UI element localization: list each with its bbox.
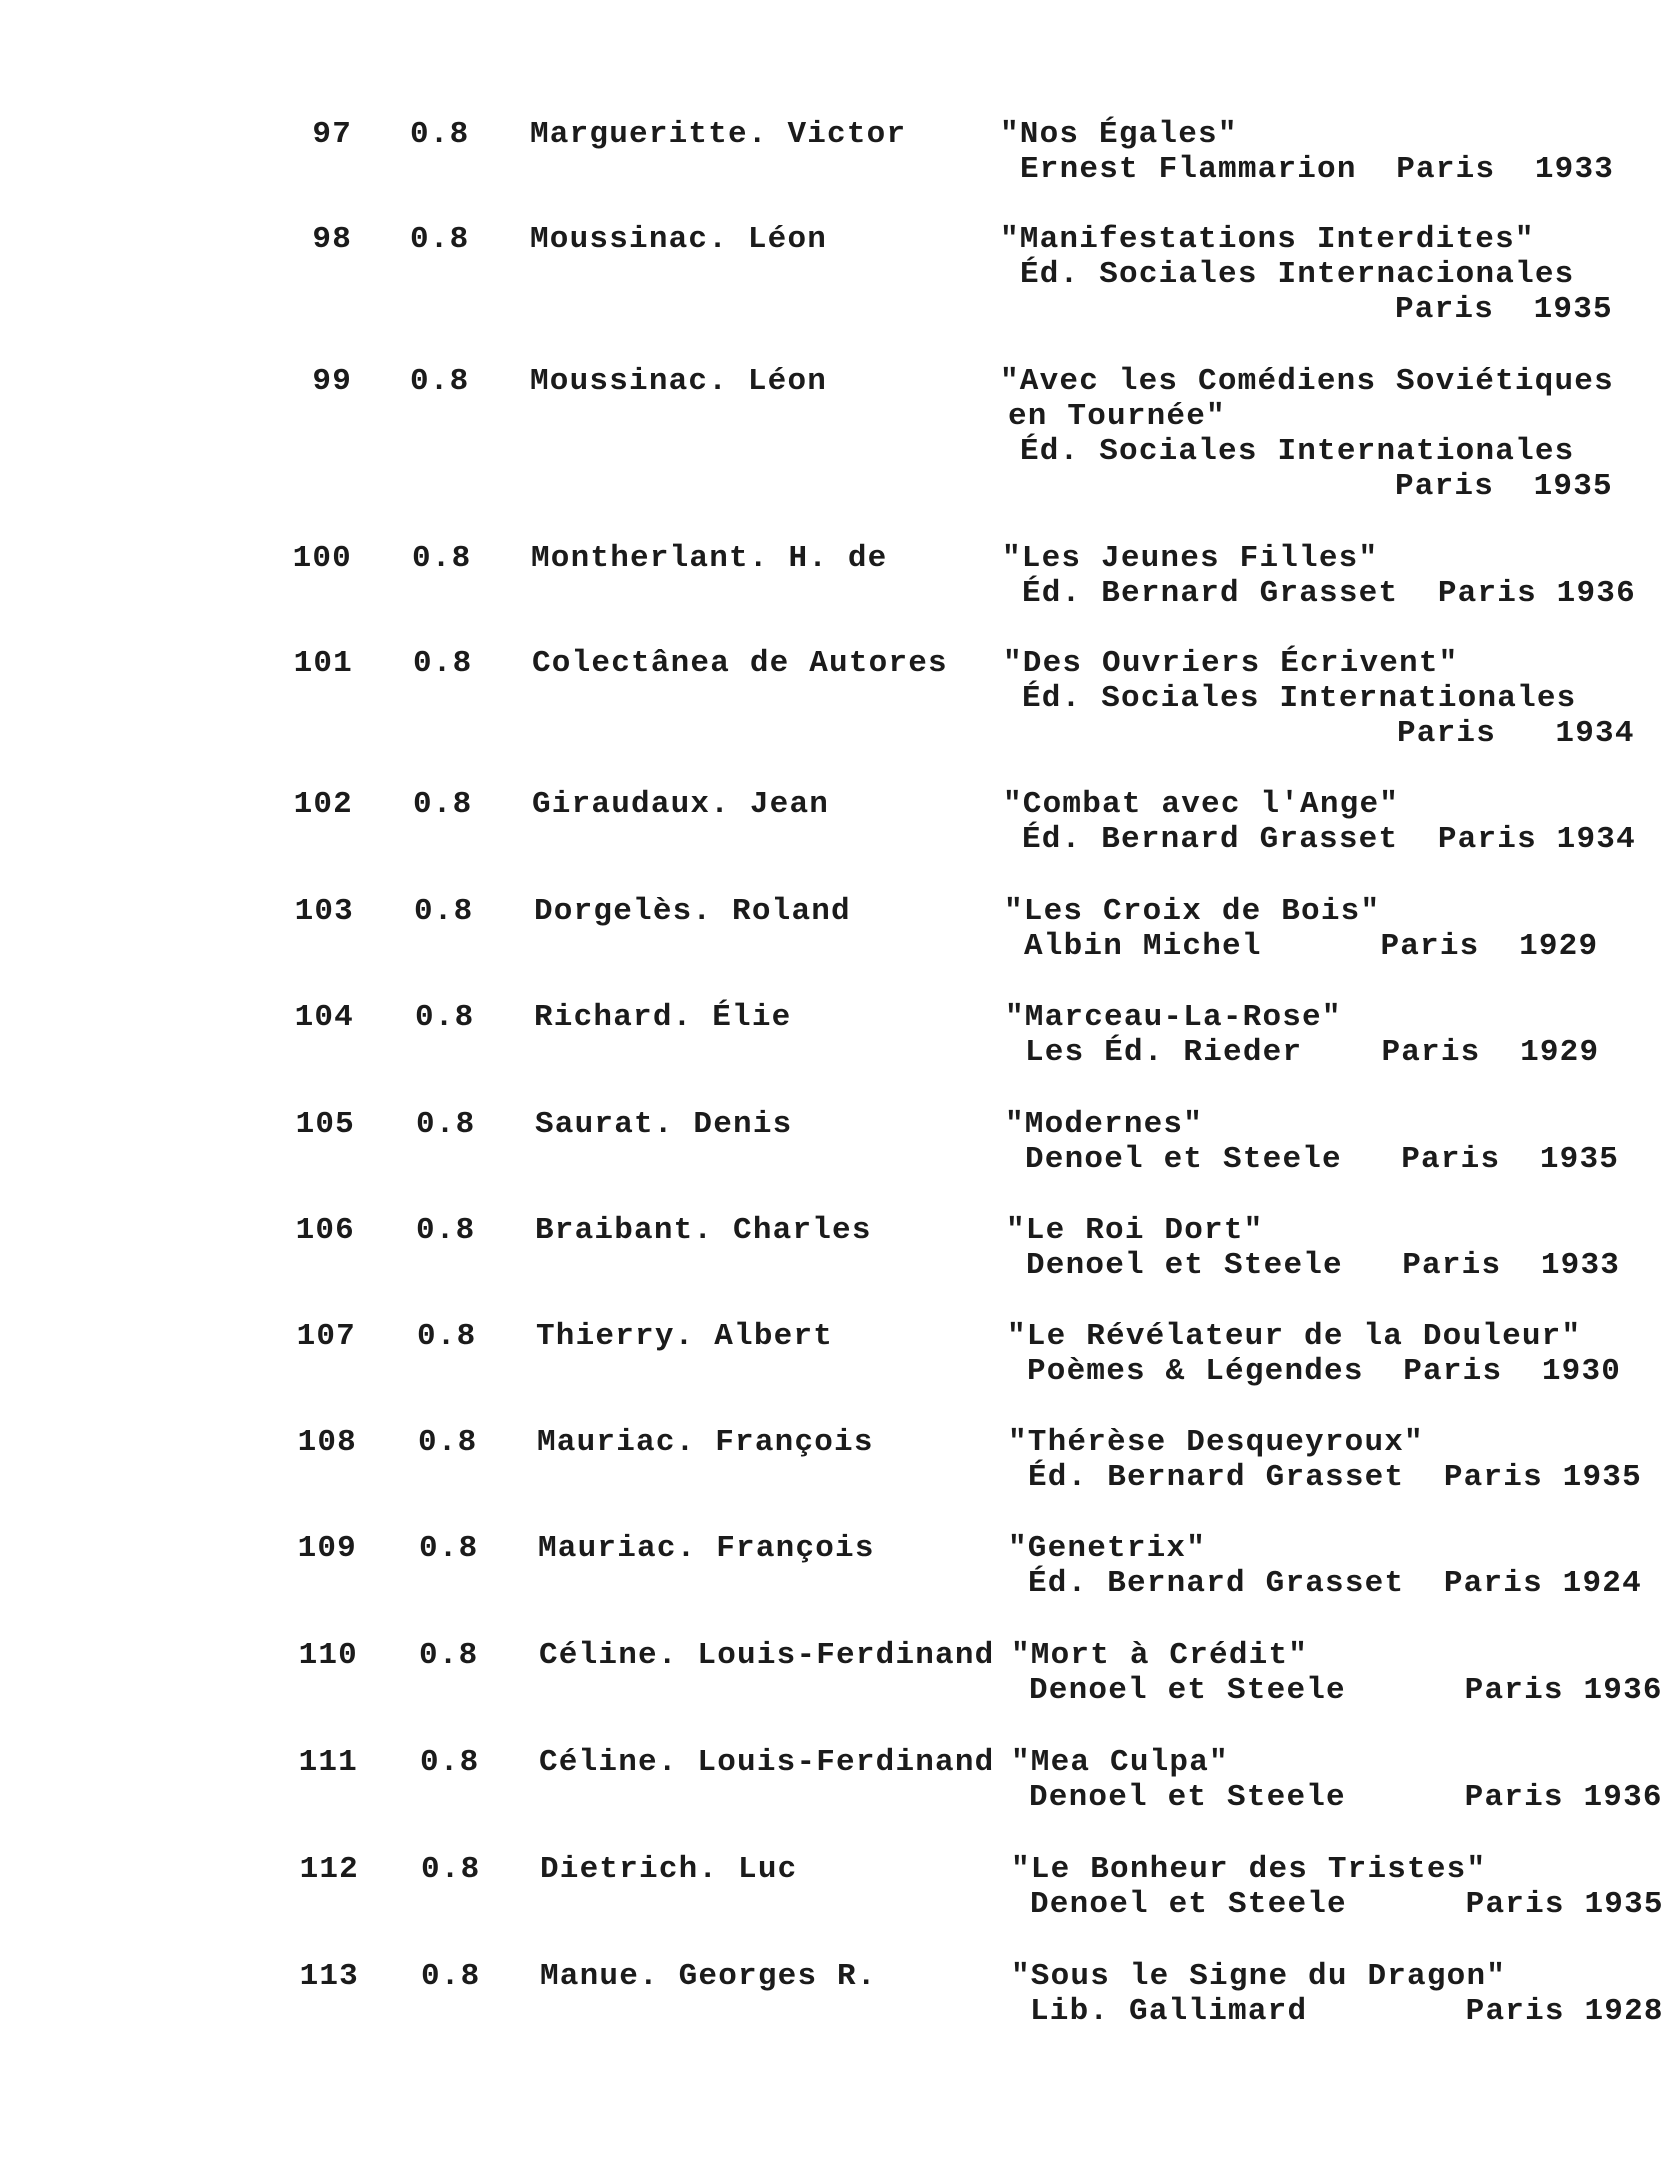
list-item (0, 1425, 1680, 1525)
entry-title: "Les Jeunes Filles" (1002, 541, 1379, 576)
entry-number: 100 (292, 541, 352, 576)
entry-number: 102 (293, 787, 353, 822)
entry-publisher: Lib. Gallimard Paris 1928 (1030, 1994, 1664, 2029)
entry-publisher: Albin Michel Paris 1929 (1024, 929, 1599, 964)
entry-publisher: Poèmes & Légendes Paris 1930 (1027, 1354, 1622, 1389)
entry-publisher: Denoel et Steele Paris 1936 (1029, 1780, 1663, 1815)
entry-publisher: Éd. Bernard Grasset Paris 1934 (1022, 822, 1636, 857)
entry-title: "Des Ouvriers Écrivent" (1003, 646, 1459, 681)
entry-title: "Le Roi Dort" (1006, 1213, 1264, 1248)
entry-value: 0.8 (415, 1000, 475, 1035)
entry-place: Paris 1935 (1395, 469, 1613, 504)
list-item (0, 117, 1680, 217)
list-item (0, 1531, 1680, 1631)
entry-author: Dorgelès. Roland (534, 894, 851, 929)
entry-value: 0.8 (413, 646, 473, 681)
entry-number: 97 (312, 117, 352, 152)
entry-publisher: Éd. Sociales Internationales (1022, 681, 1577, 716)
entry-author: Saurat. Denis (535, 1107, 793, 1142)
list-item (0, 646, 1680, 751)
entry-author: Thierry. Albert (536, 1319, 834, 1354)
entry-author: Céline. Louis-Ferdinand (539, 1638, 995, 1673)
list-item (0, 1959, 1680, 2059)
list-item (0, 1000, 1680, 1100)
entry-author: Moussinac. Léon (530, 364, 828, 399)
list-item (0, 1107, 1680, 1207)
entry-value: 0.8 (410, 364, 470, 399)
entry-number: 109 (297, 1531, 357, 1566)
entry-publisher: Denoel et Steele Paris 1935 (1030, 1887, 1664, 1922)
entry-publisher: Denoel et Steele Paris 1933 (1026, 1248, 1621, 1283)
entry-number: 111 (298, 1745, 358, 1780)
entry-number: 110 (298, 1638, 358, 1673)
entry-title: "Avec les Comédiens Soviétiques (1000, 364, 1614, 399)
entry-value: 0.8 (419, 1531, 479, 1566)
entry-title: "Mea Culpa" (1011, 1745, 1229, 1780)
entry-number: 105 (295, 1107, 355, 1142)
entry-author: Céline. Louis-Ferdinand (539, 1745, 995, 1780)
entry-number: 103 (294, 894, 354, 929)
entry-author: Moussinac. Léon (530, 222, 828, 257)
entry-author: Montherlant. H. de (531, 541, 888, 576)
entry-number: 101 (293, 646, 353, 681)
entry-title: "Les Croix de Bois" (1004, 894, 1381, 929)
entry-publisher: Denoel et Steele Paris 1935 (1025, 1142, 1620, 1177)
entry-value: 0.8 (410, 117, 470, 152)
entry-publisher: Éd. Sociales Internationales (1020, 434, 1575, 469)
entry-value: 0.8 (414, 894, 474, 929)
entry-value: 0.8 (419, 1638, 479, 1673)
list-item (0, 364, 1680, 504)
entry-author: Braibant. Charles (535, 1213, 872, 1248)
entry-value: 0.8 (417, 1319, 477, 1354)
entry-value: 0.8 (412, 541, 472, 576)
entry-publisher: Éd. Sociales Internacionales (1020, 257, 1575, 292)
entry-value: 0.8 (421, 1959, 481, 1994)
list-item (0, 894, 1680, 994)
list-item (0, 1638, 1680, 1738)
entry-number: 104 (294, 1000, 354, 1035)
entry-publisher: Denoel et Steele Paris 1936 (1029, 1673, 1663, 1708)
entry-title: "Genetrix" (1008, 1531, 1207, 1566)
entry-title: "Combat avec l'Ange" (1003, 787, 1400, 822)
entry-value: 0.8 (418, 1425, 478, 1460)
entry-author: Mauriac. François (537, 1425, 874, 1460)
entry-value: 0.8 (413, 787, 473, 822)
entry-author: Dietrich. Luc (540, 1852, 798, 1887)
entry-number: 106 (295, 1213, 355, 1248)
entry-title: "Modernes" (1005, 1107, 1204, 1142)
list-item (0, 1745, 1680, 1845)
entry-author: Mauriac. François (538, 1531, 875, 1566)
entry-value: 0.8 (420, 1745, 480, 1780)
entry-value: 0.8 (410, 222, 470, 257)
entry-number: 107 (296, 1319, 356, 1354)
list-item (0, 1852, 1680, 1952)
entry-publisher: Éd. Bernard Grasset Paris 1936 (1022, 576, 1636, 611)
entry-title: "Le Révélateur de la Douleur" (1007, 1319, 1582, 1354)
entry-title: "Sous le Signe du Dragon" (1011, 1959, 1507, 1994)
entry-number: 112 (299, 1852, 359, 1887)
entry-title: "Mort à Crédit" (1011, 1638, 1309, 1673)
entry-title: "Marceau-La-Rose" (1005, 1000, 1342, 1035)
entry-number: 108 (297, 1425, 357, 1460)
entry-author: Giraudaux. Jean (532, 787, 830, 822)
list-item (0, 1213, 1680, 1313)
entry-author: Richard. Élie (534, 1000, 792, 1035)
entry-title: "Manifestations Interdites" (1000, 222, 1535, 257)
entry-publisher: Éd. Bernard Grasset Paris 1924 (1028, 1566, 1642, 1601)
entry-title: "Thérèse Desqueyroux" (1008, 1425, 1424, 1460)
entry-value: 0.8 (416, 1213, 476, 1248)
entry-title: "Nos Égales" (1000, 117, 1238, 152)
entry-author: Margueritte. Victor (530, 117, 907, 152)
entry-author: Colectânea de Autores (532, 646, 948, 681)
list-item (0, 787, 1680, 887)
entry-place: Paris 1935 (1395, 292, 1613, 327)
entry-title-continued: en Tournée" (1008, 399, 1226, 434)
list-item (0, 541, 1680, 641)
entry-title: "Le Bonheur des Tristes" (1011, 1852, 1487, 1887)
entry-publisher: Les Éd. Rieder Paris 1929 (1025, 1035, 1600, 1070)
list-item (0, 1319, 1680, 1419)
entry-number: 99 (312, 364, 352, 399)
entry-number: 98 (312, 222, 352, 257)
entry-number: 113 (299, 1959, 359, 1994)
list-item (0, 222, 1680, 327)
entry-place: Paris 1934 (1397, 716, 1635, 751)
entry-value: 0.8 (416, 1107, 476, 1142)
entry-author: Manue. Georges R. (540, 1959, 877, 1994)
entry-publisher: Éd. Bernard Grasset Paris 1935 (1028, 1460, 1642, 1495)
entry-publisher: Ernest Flammarion Paris 1933 (1020, 152, 1615, 187)
entry-value: 0.8 (421, 1852, 481, 1887)
